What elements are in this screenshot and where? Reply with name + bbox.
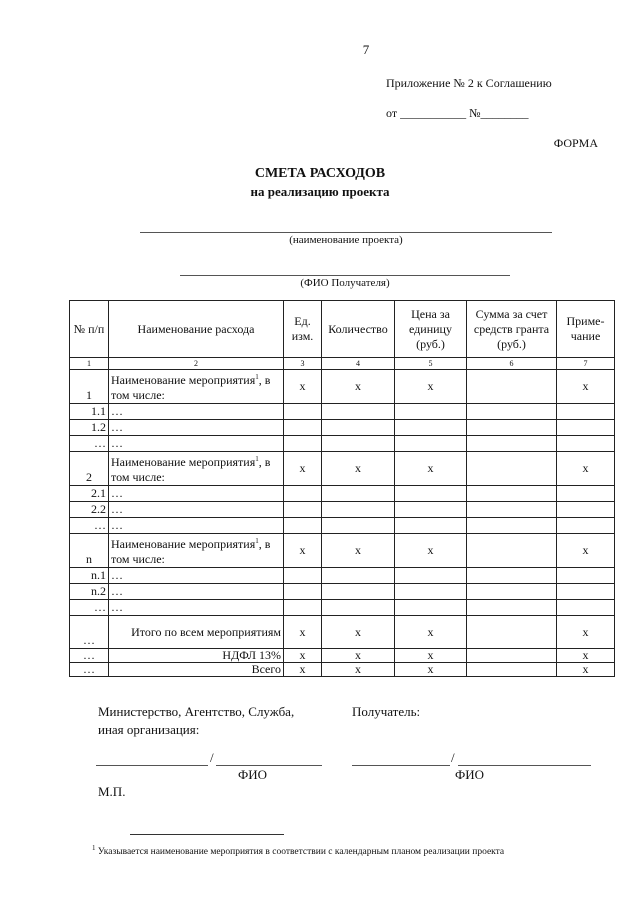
project-name-caption: (наименование проекта) xyxy=(289,234,403,246)
row-number: … xyxy=(70,600,109,616)
total-row xyxy=(70,616,615,649)
document-subtitle: на реализацию проекта xyxy=(250,184,390,199)
subitem-name: … xyxy=(109,600,284,616)
column-number: 3 xyxy=(284,358,322,370)
x-mark: x xyxy=(557,616,615,649)
activity-name-cell xyxy=(109,534,284,568)
empty-cell xyxy=(322,568,395,584)
footnote-mark: 1 xyxy=(255,373,259,381)
col-header-name: Наименование расхода xyxy=(109,301,284,358)
grant-sum-cell xyxy=(467,616,557,649)
column-number: 2 xyxy=(109,358,284,370)
recipient-name-line xyxy=(180,275,510,276)
empty-cell xyxy=(557,568,615,584)
ministry-label-2: иная организация: xyxy=(98,722,200,737)
stamp-place-label: М.П. xyxy=(98,784,126,799)
x-mark: x xyxy=(395,649,467,663)
x-mark: x xyxy=(322,616,395,649)
subitem-name: … xyxy=(109,486,284,502)
col-header-unit: Ед. изм. xyxy=(284,301,322,358)
x-mark: x xyxy=(557,534,615,568)
x-mark: x xyxy=(395,452,467,486)
row-number: 1.2 xyxy=(70,420,109,436)
recipient-name-caption: (ФИО Получателя) xyxy=(300,277,390,289)
subitem-name: … xyxy=(109,518,284,534)
x-mark: x xyxy=(322,452,395,486)
subitem-row xyxy=(70,600,615,616)
empty-cell xyxy=(557,486,615,502)
row-number: … xyxy=(70,649,109,663)
empty-cell xyxy=(467,420,557,436)
x-mark: x xyxy=(557,452,615,486)
total-label: Итого по всем мероприятиям xyxy=(109,616,284,649)
grant-sum-cell xyxy=(467,534,557,568)
subitem-row xyxy=(70,486,615,502)
signature-slash: / xyxy=(451,750,455,765)
empty-cell xyxy=(284,420,322,436)
date-number-line: от ___________ №________ xyxy=(386,106,529,120)
footnote-text: Указывается наименование мероприятия в соответствии с календарным планом реализации проекта xyxy=(97,847,505,858)
total-label: Всего xyxy=(109,663,284,677)
activity-suffix: , в том числе: xyxy=(111,537,271,566)
ministry-label: Министерство, Агентство, Служба, xyxy=(98,704,295,719)
activity-suffix: , в том числе: xyxy=(111,455,271,484)
activity-row xyxy=(70,534,615,568)
empty-cell xyxy=(467,584,557,600)
activity-suffix: , в том числе: xyxy=(111,373,271,402)
empty-cell xyxy=(395,486,467,502)
empty-cell xyxy=(557,600,615,616)
x-mark: x xyxy=(284,534,322,568)
row-number: … xyxy=(70,518,109,534)
estimate-table xyxy=(69,300,615,677)
subitem-row xyxy=(70,436,615,452)
x-mark: x xyxy=(284,452,322,486)
column-number-row xyxy=(70,358,615,370)
row-number: 1 xyxy=(70,370,109,404)
x-mark: x xyxy=(557,663,615,677)
x-mark: x xyxy=(322,649,395,663)
x-mark: x xyxy=(284,370,322,404)
empty-cell xyxy=(395,584,467,600)
grant-sum-cell xyxy=(467,663,557,677)
footnote xyxy=(92,844,504,857)
subitem-name: … xyxy=(109,404,284,420)
fio-label-left: ФИО xyxy=(238,767,268,782)
activity-row xyxy=(70,370,615,404)
column-number: 4 xyxy=(322,358,395,370)
subitem-row xyxy=(70,584,615,600)
grant-sum-cell xyxy=(467,370,557,404)
empty-cell xyxy=(557,420,615,436)
row-number: n xyxy=(70,534,109,568)
x-mark: x xyxy=(322,370,395,404)
fio-label-right: ФИО xyxy=(455,767,485,782)
subitem-row xyxy=(70,568,615,584)
empty-cell xyxy=(284,600,322,616)
empty-cell xyxy=(395,518,467,534)
activity-name-cell xyxy=(109,452,284,486)
page-number: 7 xyxy=(362,42,370,57)
empty-cell xyxy=(467,404,557,420)
empty-cell xyxy=(557,584,615,600)
empty-cell xyxy=(322,584,395,600)
row-number: … xyxy=(70,616,109,649)
subitem-row xyxy=(70,502,615,518)
empty-cell xyxy=(467,486,557,502)
empty-cell xyxy=(322,600,395,616)
footnote-separator xyxy=(130,834,284,835)
x-mark: x xyxy=(284,616,322,649)
empty-cell xyxy=(284,568,322,584)
subitem-row xyxy=(70,518,615,534)
subitem-row xyxy=(70,420,615,436)
empty-cell xyxy=(557,404,615,420)
empty-cell xyxy=(395,568,467,584)
project-name-line xyxy=(140,232,552,233)
empty-cell xyxy=(322,486,395,502)
document-title: СМЕТА РАСХОДОВ xyxy=(254,166,386,181)
col-header-price: Цена за единицу (руб.) xyxy=(395,301,467,358)
x-mark: x xyxy=(284,649,322,663)
column-number: 7 xyxy=(557,358,615,370)
activity-name-cell xyxy=(109,370,284,404)
total-row xyxy=(70,663,615,677)
subitem-name: … xyxy=(109,502,284,518)
empty-cell xyxy=(322,436,395,452)
fio-line xyxy=(458,765,591,766)
empty-cell xyxy=(557,518,615,534)
footnote-mark: 1 xyxy=(255,537,259,545)
subitem-name: … xyxy=(109,436,284,452)
row-number: 2.2 xyxy=(70,502,109,518)
column-number: 6 xyxy=(467,358,557,370)
grant-sum-cell xyxy=(467,649,557,663)
empty-cell xyxy=(322,420,395,436)
row-number: … xyxy=(70,663,109,677)
row-number: … xyxy=(70,436,109,452)
signature-slash: / xyxy=(210,750,214,765)
empty-cell xyxy=(322,404,395,420)
subitem-name: … xyxy=(109,584,284,600)
footnote-mark: 1 xyxy=(92,844,96,852)
empty-cell xyxy=(284,436,322,452)
column-number: 1 xyxy=(70,358,109,370)
row-number: 1.1 xyxy=(70,404,109,420)
empty-cell xyxy=(395,420,467,436)
footnote-mark: 1 xyxy=(255,455,259,463)
empty-cell xyxy=(557,502,615,518)
row-number: 2 xyxy=(70,452,109,486)
row-number: n.2 xyxy=(70,584,109,600)
empty-cell xyxy=(284,502,322,518)
empty-cell xyxy=(395,600,467,616)
recipient-label: Получатель: xyxy=(352,704,421,719)
total-label: НДФЛ 13% xyxy=(109,649,284,663)
empty-cell xyxy=(322,518,395,534)
x-mark: x xyxy=(284,663,322,677)
empty-cell xyxy=(557,436,615,452)
empty-cell xyxy=(284,404,322,420)
activity-name: Наименование мероприятия xyxy=(111,373,256,387)
column-number: 5 xyxy=(395,358,467,370)
form-label: ФОРМА xyxy=(553,136,598,150)
total-row xyxy=(70,649,615,663)
activity-name: Наименование мероприятия xyxy=(111,537,256,551)
activity-row xyxy=(70,452,615,486)
empty-cell xyxy=(395,404,467,420)
x-mark: x xyxy=(395,370,467,404)
empty-cell xyxy=(284,518,322,534)
empty-cell xyxy=(467,518,557,534)
x-mark: x xyxy=(557,370,615,404)
col-header-quantity: Количество xyxy=(322,301,395,358)
x-mark: x xyxy=(557,649,615,663)
grant-sum-cell xyxy=(467,452,557,486)
subitem-row xyxy=(70,404,615,420)
col-header-number: № п/п xyxy=(70,301,109,358)
empty-cell xyxy=(467,600,557,616)
activity-name: Наименование мероприятия xyxy=(111,455,256,469)
col-header-grant-sum: Сумма за счет средств гранта (руб.) xyxy=(467,301,557,358)
x-mark: x xyxy=(322,534,395,568)
x-mark: x xyxy=(395,663,467,677)
subitem-name: … xyxy=(109,568,284,584)
x-mark: x xyxy=(322,663,395,677)
empty-cell xyxy=(395,436,467,452)
appendix-label: Приложение № 2 к Соглашению xyxy=(386,76,552,90)
empty-cell xyxy=(322,502,395,518)
col-header-note: Приме-чание xyxy=(557,301,615,358)
x-mark: x xyxy=(395,616,467,649)
fio-line xyxy=(216,765,322,766)
empty-cell xyxy=(467,568,557,584)
x-mark: x xyxy=(395,534,467,568)
empty-cell xyxy=(284,486,322,502)
signature-line xyxy=(96,765,208,766)
subitem-name: … xyxy=(109,420,284,436)
signature-line xyxy=(352,765,450,766)
empty-cell xyxy=(467,502,557,518)
table-header-row xyxy=(70,301,615,358)
row-number: n.1 xyxy=(70,568,109,584)
row-number: 2.1 xyxy=(70,486,109,502)
empty-cell xyxy=(395,502,467,518)
empty-cell xyxy=(284,584,322,600)
empty-cell xyxy=(467,436,557,452)
